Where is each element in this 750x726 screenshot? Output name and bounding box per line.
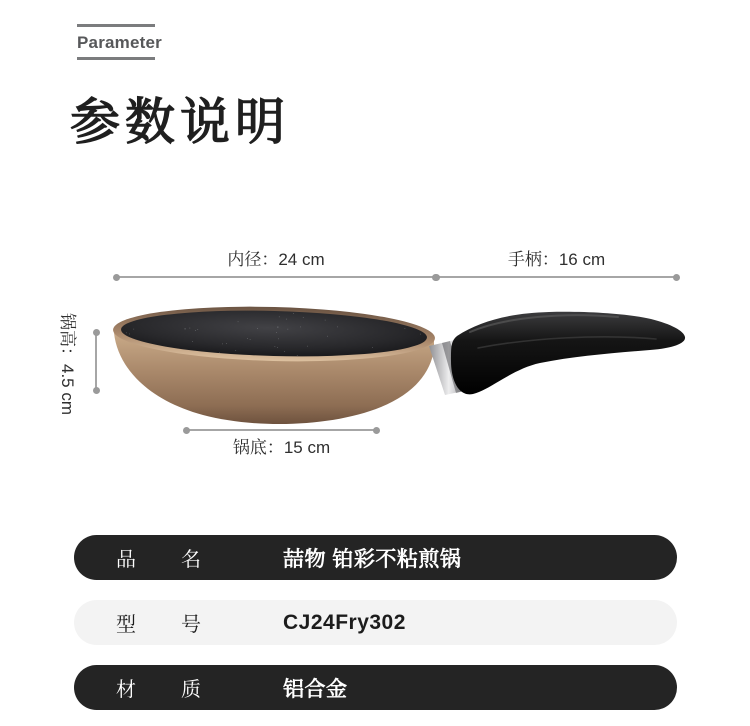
- spec-value-model-number: CJ24Fry302: [283, 610, 406, 634]
- page-title: 参数说明: [70, 94, 290, 150]
- pan-handle: [451, 312, 685, 395]
- dimension-label-pan-height: 锅高：4.5 cm: [58, 312, 77, 416]
- dimension-label-inner-diameter: 内径：24 cm: [227, 250, 325, 269]
- dimension-label-handle-length: 手柄：16 cm: [507, 250, 606, 269]
- spec-value-material: 铝合金: [283, 677, 348, 701]
- dimension-line-inner-diameter: [116, 276, 436, 278]
- spec-row-model-number: [74, 600, 677, 645]
- frying-pan-image: [60, 285, 710, 435]
- eyebrow-block: [77, 24, 162, 60]
- spec-label-material: 材质: [116, 679, 246, 701]
- dimension-label-pan-bottom: 锅底：15 cm: [232, 438, 331, 457]
- spec-row-material: [74, 665, 677, 710]
- eyebrow-rule-bottom: [77, 57, 155, 60]
- spec-label-model-number: 型号: [116, 614, 246, 636]
- spec-row-product-name: [74, 535, 677, 580]
- spec-value-product-name: 喆物 铂彩不粘煎锅: [283, 547, 462, 571]
- spec-label-product-name: 品名: [116, 549, 246, 571]
- dimension-line-handle-length: [436, 276, 677, 278]
- eyebrow-label: Parameter: [77, 33, 162, 52]
